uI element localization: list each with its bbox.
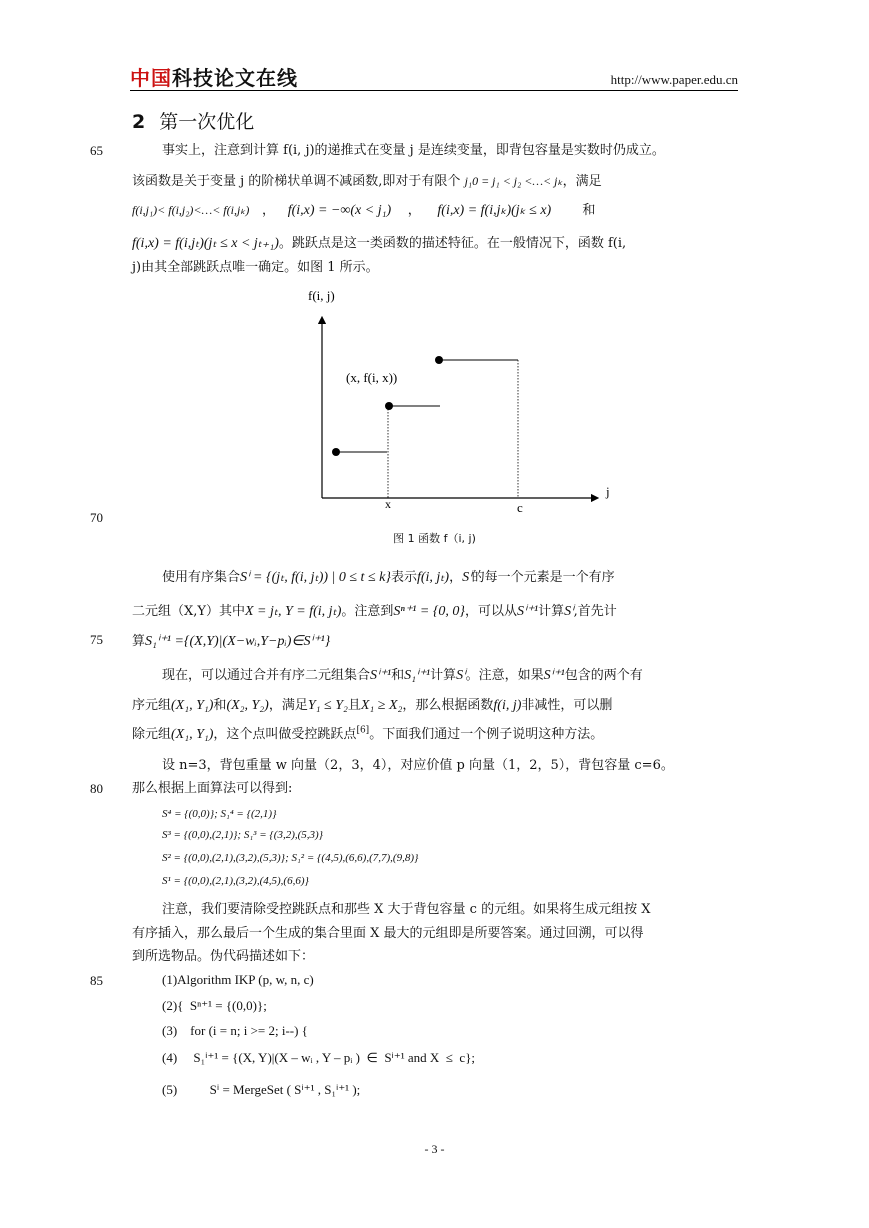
jump-point-3 bbox=[435, 356, 443, 364]
y-axis-label: f(i, j) bbox=[308, 288, 335, 303]
para5-line2: 有序插入，那么最后一个生成的集合里面 X 最大的元组即是所要答案。通过回溯，可以得 bbox=[132, 926, 644, 941]
section-number: 2 bbox=[132, 111, 146, 133]
header-url[interactable]: http://www.paper.edu.cn bbox=[610, 72, 738, 87]
para4-line2: 那么根据上面算法可以得到: bbox=[132, 781, 293, 796]
para2-line1: 使用有序集合Sⁱ = {(jₜ, f(i, jₜ)) | 0 ≤ t ≤ k}表示f(i, jₜ)，Sⁱ的每一个元素是一个有序 bbox=[162, 570, 615, 585]
line-number-70: 70 bbox=[90, 510, 103, 525]
line-number-65: 65 bbox=[90, 143, 103, 158]
para5-line3: 到所选物品。伪代码描述如下： bbox=[132, 949, 315, 964]
figure-step-function bbox=[290, 282, 630, 522]
code-line-4: (4) S₁ⁱ⁺¹ = {(X, Y)|(X – wᵢ , Y – pᵢ ) ∈ Sⁱ⁺¹ and X ≤ c}; bbox=[162, 1050, 476, 1065]
para1-line5: j)由其全部跳跃点唯一确定。如图 1 所示。 bbox=[132, 260, 379, 275]
figure-caption: 图 1 函数 f（i, j) bbox=[393, 532, 476, 545]
section-title: 第一次优化 bbox=[159, 111, 255, 133]
set-s4: S⁴ = {(0,0)}; S₁⁴ = {(2,1)} bbox=[162, 808, 277, 820]
page-number: - 3 - bbox=[424, 1142, 445, 1156]
set-s3: S³ = {(0,0),(2,1)}; S₁³ = {(3,2),(5,3)} bbox=[162, 829, 324, 841]
set-s1: S¹ = {(0,0),(2,1),(3,2),(4,5),(6,6)} bbox=[162, 875, 309, 887]
point-label: (x, f(i, x)) bbox=[346, 370, 398, 385]
para2-line3: 算S₁ⁱ⁺¹ ={(X,Y)|(X−wᵢ,Y−pᵢ)∈Sⁱ⁺¹} bbox=[132, 634, 331, 649]
para1-line2: 该函数是关于变量 j 的阶梯状单调不减函数,即对于有限个 j₁0 = j₁ < j₂ <…< jₖ，满足 bbox=[132, 174, 602, 189]
line-number-80: 80 bbox=[90, 781, 103, 796]
code-line-5: (5) Sⁱ = MergeSet ( Sⁱ⁺¹ , S₁ⁱ⁺¹ ); bbox=[162, 1082, 361, 1097]
header-rule bbox=[130, 90, 738, 91]
tick-x-label: x bbox=[385, 497, 391, 511]
tick-c-label: c bbox=[517, 500, 523, 515]
line-number-85: 85 bbox=[90, 973, 103, 988]
set-s2: S² = {(0,0),(2,1),(3,2),(5,3)}; S₁² = {(4,5),(6,6),(7,7),(9,8)} bbox=[162, 852, 419, 864]
code-line-1: (1)Algorithm IKP (p, w, n, c) bbox=[162, 972, 314, 987]
journal-logo: 中国科技论文在线 bbox=[130, 66, 298, 90]
jump-point-1 bbox=[332, 448, 340, 456]
para2-line2: 二元组（X,Y）其中X = jₜ, Y = f(i, jₜ)。注意到Sⁿ⁺¹ = {0, 0}，可以从Sⁱ⁺¹计算Sⁱ,首先计 bbox=[132, 604, 617, 619]
para3-line3: 除元组(X₁, Y₁)，这个点叫做受控跳跃点[6]。下面我们通过一个例子说明这种方法。 bbox=[132, 725, 604, 742]
para3-line1: 现在，可以通过合并有序二元组集合Sⁱ⁺¹和S₁ⁱ⁺¹计算Sⁱ。注意，如果Sⁱ⁺¹包含的两个有 bbox=[162, 668, 643, 683]
para4-line1: 设 n=3，背包重量 w 向量（2，3，4），对应价值 p 向量（1，2，5），背包容量 c=6。 bbox=[162, 758, 674, 773]
para1-line4: f(i,x) = f(i,jₜ)(jₜ ≤ x < jₜ₊₁)。跳跃点是这一类函数的描述特征。在一般情况下，函数 f(i, bbox=[132, 236, 627, 251]
x-axis-label: j bbox=[606, 484, 610, 499]
jump-point-2 bbox=[385, 402, 393, 410]
section-heading bbox=[132, 107, 254, 134]
para1-line1: 事实上，注意到计算 f(i, j)的递推式在变量 j 是连续变量，即背包容量是实数时仍成立。 bbox=[162, 143, 665, 158]
code-line-3: (3) for (i = n; i >= 2; i--) { bbox=[162, 1023, 308, 1038]
para5-line1: 注意，我们要清除受控跳跃点和那些 X 大于背包容量 c 的元组。如果将生成元组按 X bbox=[162, 902, 651, 917]
citation-6[interactable]: [6] bbox=[356, 725, 370, 736]
code-line-2: (2){ Sⁿ⁺¹ = {(0,0)}; bbox=[162, 998, 267, 1013]
line-number-75: 75 bbox=[90, 632, 103, 647]
para3-line2: 序元组(X₁, Y₁)和(X₂, Y₂)，满足Y₁ ≤ Y₂且X₁ ≥ X₂，那么根据函数f(i, j)非减性，可以删 bbox=[132, 698, 613, 713]
para1-line3: f(i,j₁)< f(i,j₂)<…< f(i,jₖ) ， f(i,x) = −∞(x < j₁) ， f(i,x) = f(i,jₖ)(jₖ ≤ x) 和 bbox=[132, 203, 596, 218]
